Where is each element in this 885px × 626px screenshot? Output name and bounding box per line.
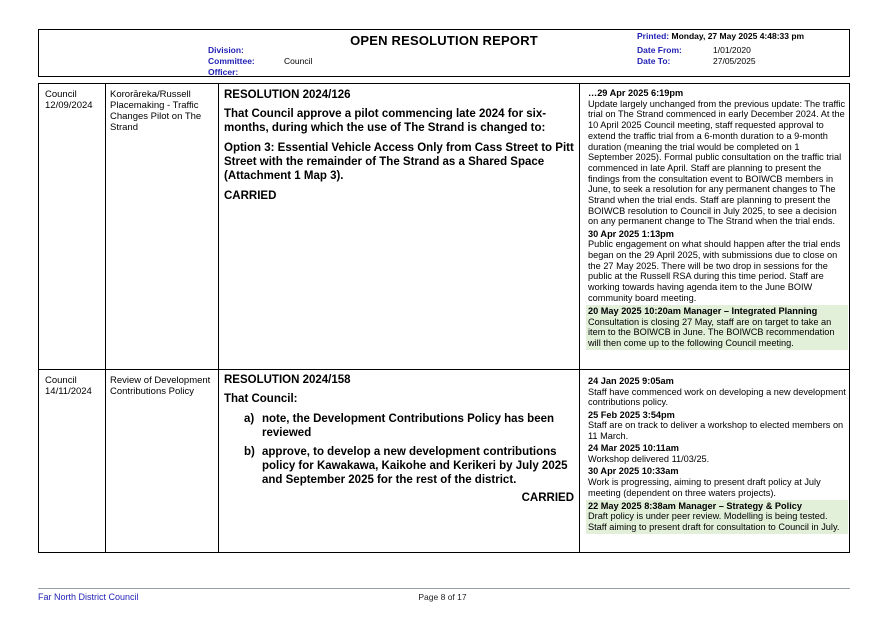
update-date: 30 Apr 2025 1:13pm	[588, 228, 674, 239]
meeting-name: Council	[45, 89, 77, 100]
update-date: 24 Mar 2025 10:11am	[588, 443, 679, 454]
update-entry-highlighted	[586, 500, 848, 534]
column-divider	[218, 84, 219, 552]
committee-label: Committee:	[208, 56, 255, 66]
meeting-name: Council	[45, 375, 77, 386]
list-text: approve, to develop a new development contributions policy for Kawakawa, Kaikohe and Kerikeri by July 2025 and September 2025 for the rest of the district.	[262, 446, 568, 486]
update-text: Staff are on track to deliver a workshop to elected members on 11 March.	[588, 420, 844, 442]
date-from-label: Date From:	[637, 45, 682, 55]
report-header	[38, 29, 850, 77]
row-divider	[39, 369, 849, 370]
printed-label: Printed:	[637, 31, 670, 41]
meeting-cell	[45, 375, 103, 397]
update-text: Public engagement on what should happen after the trial ends began on the 29 April 2025, with submissions due to close on the 27 May 2025. There will be two drop in sessions for the public at the Russell RSA during this time period. Staff are working towards having agenda item to the June BOIW community board meeting.	[588, 239, 841, 303]
update-entry-highlighted	[586, 305, 848, 350]
resolution-list-item	[224, 412, 574, 440]
update-entry	[588, 443, 846, 464]
officer-label: Officer:	[208, 67, 239, 77]
meeting-cell	[45, 89, 103, 111]
update-entry	[588, 466, 846, 498]
report-title: OPEN RESOLUTION REPORT	[350, 33, 538, 48]
column-divider	[105, 84, 106, 552]
resolution-intro: That Council:	[224, 393, 298, 405]
meeting-date: 14/11/2024	[45, 386, 92, 397]
updates-column	[588, 88, 846, 351]
printed-timestamp	[637, 31, 804, 41]
update-date: 20 May 2025 10:20am Manager – Integrated Planning	[588, 306, 818, 317]
update-text: Staff have commenced work on developing a new development contributions policy.	[588, 386, 846, 408]
resolution-number: RESOLUTION 2024/126	[224, 89, 351, 101]
update-text: Consultation is closing 27 May, staff are on target to take an item to the BOIWCB in June. The BOIWCB recommendation will then come up to the following Council meeting.	[588, 316, 835, 349]
update-date: 25 Feb 2025 3:54pm	[588, 409, 675, 420]
update-date: 24 Jan 2025 9:05am	[588, 376, 674, 386]
updates-column	[588, 376, 846, 535]
item-title: Kororāreka/Russell Placemaking - Traffic Changes Pilot on The Strand	[110, 89, 202, 133]
column-divider	[579, 84, 580, 552]
item-title: Review of Development Contributions Policy	[110, 375, 211, 397]
resolution-paragraph: Option 3: Essential Vehicle Access Only from Cass Street to Pitt Street with the remainder of The Strand as a Shared Space (Attachment 1 Map 3).	[224, 142, 574, 182]
resolution-number: RESOLUTION 2024/158	[224, 374, 351, 386]
update-date: 30 Apr 2025 10:33am	[588, 466, 679, 477]
update-entry	[588, 229, 846, 304]
update-text: Draft policy is under peer review. Modelling is being tested. Staff aiming to present draft for consultation to Council in July.	[588, 511, 840, 533]
update-text: Work is progressing, aiming to present draft policy at July meeting (dependent on three waters projects).	[588, 476, 821, 498]
update-entry	[588, 410, 846, 442]
update-date: 22 May 2025 8:38am Manager – Strategy & Policy	[588, 500, 802, 511]
date-to-label: Date To:	[637, 56, 671, 66]
carried-label: CARRIED	[521, 492, 574, 504]
update-text: Workshop delivered 11/03/25.	[588, 453, 710, 464]
list-marker: b)	[244, 446, 255, 458]
division-label: Division:	[208, 45, 244, 55]
update-entry	[588, 88, 846, 227]
resolution-list-item	[224, 445, 574, 487]
resolution-paragraph: That Council approve a pilot commencing late 2024 for six-months, during which the use of The Strand is changed to:	[224, 108, 547, 134]
footer-divider	[38, 588, 850, 589]
printed-value: Monday, 27 May 2025 4:48:33 pm	[671, 31, 805, 41]
meeting-date: 12/09/2024	[45, 100, 93, 111]
resolution-block	[224, 374, 574, 504]
carried-label: CARRIED	[224, 190, 277, 202]
update-entry	[588, 376, 846, 408]
committee-value: Council	[284, 56, 313, 66]
date-from-value: 1/01/2020	[713, 45, 751, 55]
update-text: Update largely unchanged from the previous update: The traffic trial on The Strand commenced in early December 2024. At the 10 April 2025 Council meeting, staff requested approval to extend the traffic trial from a 6-month duration to a 9-month duration (meaning the trial would be completed on 1 September 2025). Formal public consultation on the traffic trial commenced in late April. Staff are planning to present the findings from the consultation event to BOIWCB members in June, to seek a resolution for any permanent changes to The Strand when the trial ends. Staff are planning to present the BOIWCB resolution to Council in July 2025, to see a decision on any permanent change to The Strand when the trial ends.	[588, 98, 846, 227]
update-date: …29 Apr 2025 6:19pm	[588, 88, 684, 98]
footer-organisation: Far North District Council	[38, 592, 139, 602]
resolution-block	[224, 89, 574, 209]
page-number: Page 8 of 17	[418, 592, 467, 602]
list-marker: a)	[244, 413, 255, 425]
date-to-value: 27/05/2025	[713, 56, 756, 66]
resolution-list	[224, 412, 574, 487]
list-text: note, the Development Contributions Policy has been reviewed	[262, 413, 555, 439]
resolution-table	[38, 83, 850, 553]
